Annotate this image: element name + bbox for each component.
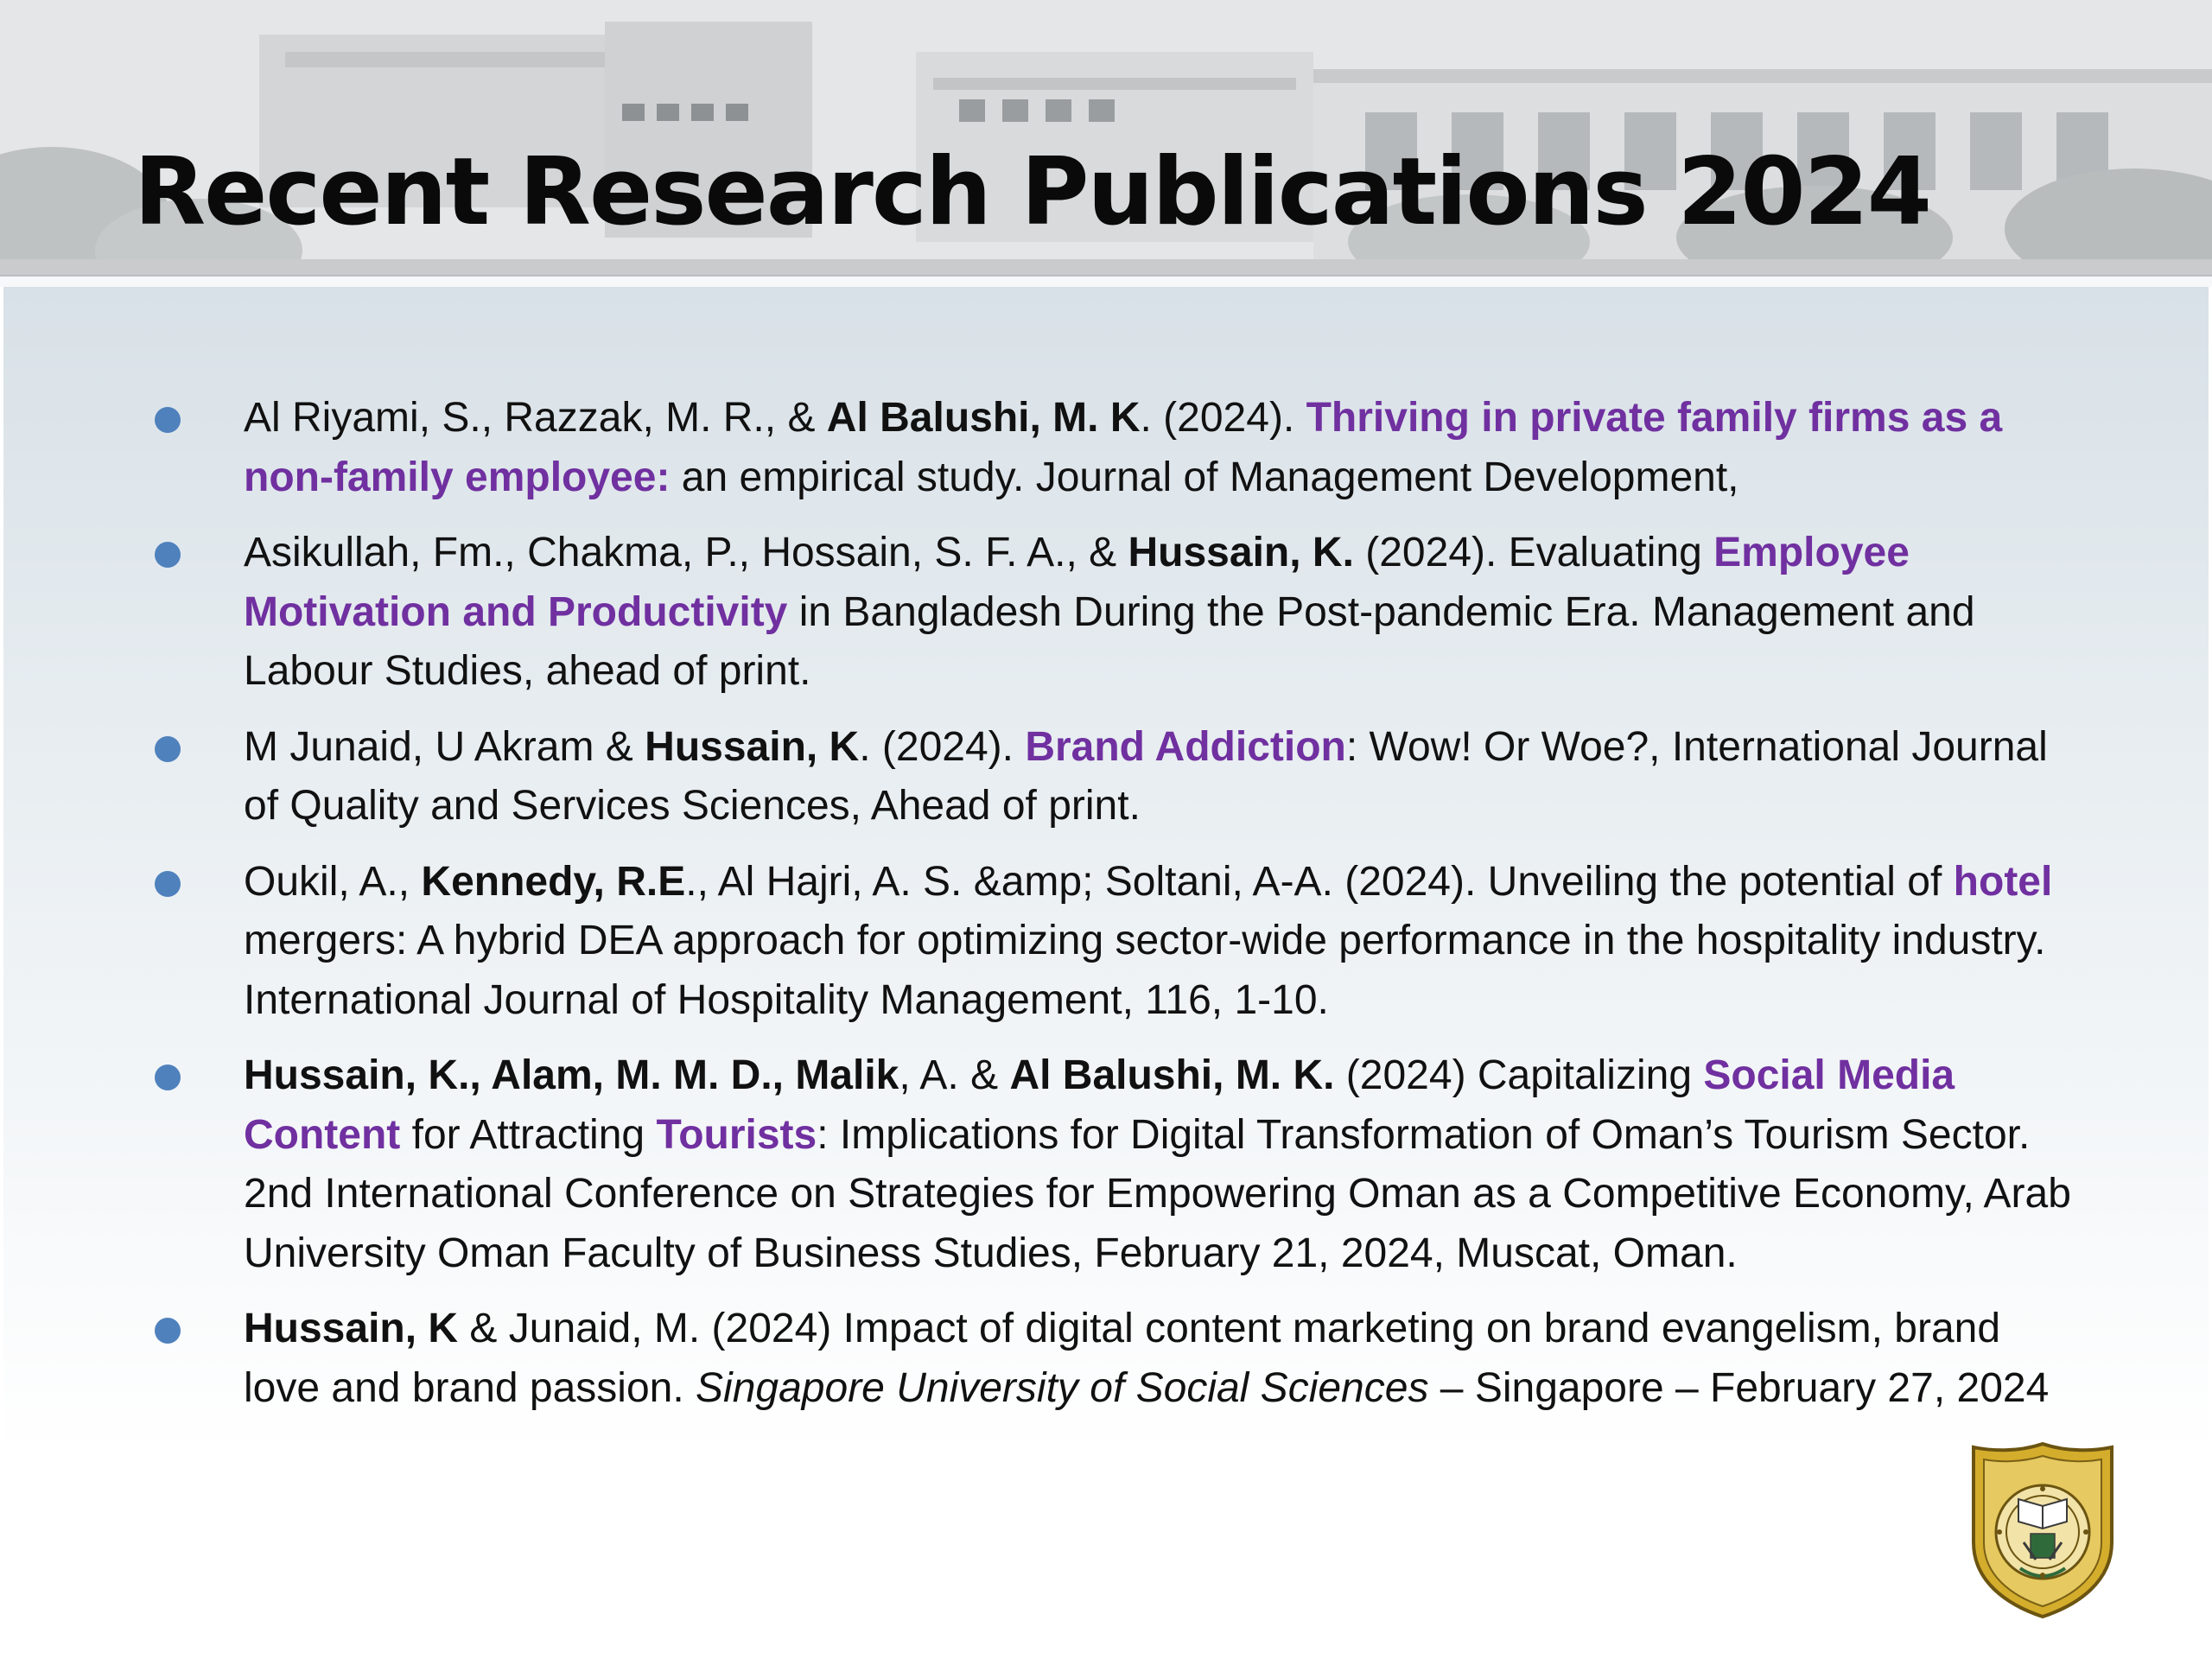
reference-text [244, 859, 2052, 1023]
bullet-icon [155, 542, 181, 568]
citation-text: Oukil, A., [244, 858, 422, 905]
citation-text: ., Al Hajri, A. S. &amp; Soltani, A-A. (2024). Unveiling the potential of [685, 858, 1954, 905]
citation-text: . (2024). [1140, 395, 1306, 441]
citation-text: Al Riyami, S., Razzak, M. R., & [244, 395, 827, 441]
bullet-icon [155, 736, 181, 762]
reference-text [244, 530, 1975, 694]
reference-text [244, 1306, 2049, 1411]
bullet-icon [155, 407, 181, 433]
list-item [3, 1300, 2209, 1418]
highlighted-text: Brand Addiction [1025, 723, 1346, 770]
reference-text [244, 1052, 2071, 1276]
publication-list [3, 389, 2209, 1434]
citation-text: mergers: A hybrid DEA approach for optimizing sector-wide performance in the hospitality industry. International Journal of Hospitality Management, 116, 1-10. [244, 918, 2046, 1023]
header-divider [0, 275, 2212, 287]
list-item [3, 524, 2209, 702]
citation-text: Asikullah, Fm., Chakma, P., Hossain, S. F. A., & [244, 530, 1128, 575]
list-item [3, 389, 2209, 507]
list-item [3, 718, 2209, 836]
author-name: Hussain, K [244, 1306, 459, 1351]
highlighted-text: Employee Motivation and Productivity [244, 530, 1910, 635]
venue-name: Singapore University of Social Sciences [696, 1364, 1429, 1411]
author-name: Hussain, K., Alam, M. M. D., Malik [244, 1052, 899, 1098]
citation-text: M Junaid, U Akram & [244, 723, 645, 770]
citation-text: for Attracting [400, 1111, 657, 1158]
citation-text: (2024) Capitalizing [1334, 1052, 1704, 1098]
bullet-icon [155, 871, 181, 897]
citation-text: – Singapore – February 27, 2024 [1428, 1364, 2050, 1411]
page-title: Recent Research Publications 2024 [134, 138, 1930, 246]
citation-text: . (2024). [859, 723, 1026, 770]
citation-text: : Implications for Digital Transformation of Oman’s Tourism Sector. 2nd International Conference on Strategies for Empowering Oman as a Competitive Economy, Arab University Oman Faculty of Business Studies, February 21, 2024, Muscat, Oman. [244, 1111, 2071, 1276]
citation-text: in Bangladesh During the Post-pandemic Era. Management and Labour Studies, ahead of print. [244, 588, 1975, 694]
highlighted-text: Thriving in private family firms as a non-family employee: [244, 395, 2003, 500]
bullet-icon [155, 1318, 181, 1344]
citation-text: , A. & [899, 1052, 1010, 1098]
bullet-icon [155, 1065, 181, 1090]
content-panel [3, 287, 2209, 1659]
citation-text: : Wow! Or Woe?, International Journal of Quality and Services Sciences, Ahead of print. [244, 723, 2048, 829]
highlighted-text: Tourists [656, 1111, 817, 1158]
reference-text [244, 724, 2048, 830]
author-name: Hussain, K. [1128, 530, 1354, 575]
citation-text: (2024). Evaluating [1353, 530, 1714, 575]
author-name: Al Balushi, M. K. [1009, 1052, 1335, 1098]
highlighted-text: hotel [1953, 858, 2053, 905]
university-crest-icon [1968, 1439, 2117, 1620]
author-name: Hussain, K [645, 723, 860, 770]
author-name: Kennedy, R.E [421, 858, 686, 905]
list-item [3, 1046, 2209, 1283]
reference-text [244, 395, 2002, 500]
list-item [3, 853, 2209, 1031]
citation-text: an empirical study. Journal of Management Development, [670, 454, 1739, 500]
author-name: Al Balushi, M. K [826, 395, 1141, 441]
citation-text: & Junaid, M. (2024) Impact of digital content marketing on brand evangelism, brand love and brand passion. [244, 1306, 2001, 1411]
highlighted-text: Social Media Content [244, 1052, 1955, 1158]
header-banner [0, 0, 2212, 275]
